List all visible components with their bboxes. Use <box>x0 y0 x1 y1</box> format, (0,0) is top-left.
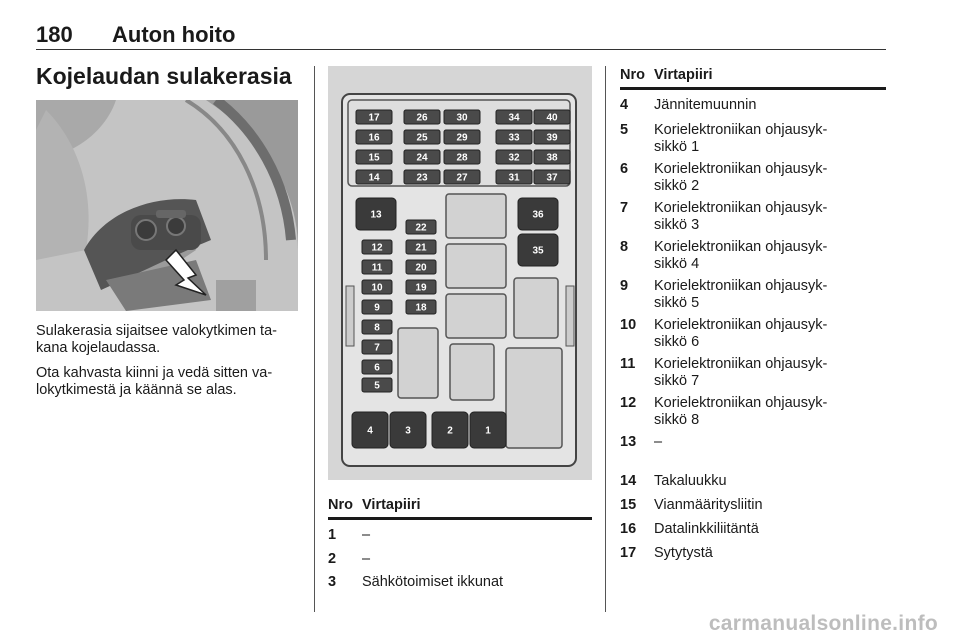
table-header <box>620 67 886 90</box>
circuit-name <box>654 356 827 390</box>
page-number: 180 <box>36 22 73 47</box>
page-header <box>36 22 886 50</box>
fuse-number: 17 <box>620 545 637 561</box>
fuse-label: 26 <box>416 112 428 124</box>
fuse-label: 20 <box>415 262 427 274</box>
fuse-layout-svg <box>328 66 592 480</box>
circuit-name <box>654 278 827 312</box>
column-header-circuit: Virtapiiri <box>654 67 713 83</box>
paragraph-line: Ota kahvasta kiinni ja vedä sitten va- <box>36 365 273 381</box>
circuit-name-line: Datalinkkiliitäntä <box>654 521 759 537</box>
paragraph-location <box>36 323 306 357</box>
fuse-label: 24 <box>416 152 428 164</box>
circuit-name-line: Korielektroniikan ohjausyk- <box>654 161 828 177</box>
relay-slot <box>446 194 506 238</box>
fuse-label: 11 <box>371 262 383 274</box>
fuse-number: 8 <box>620 239 629 255</box>
light-switch-illustration <box>36 100 298 311</box>
fuse-label: 18 <box>415 302 427 314</box>
fuse-number: 13 <box>620 434 637 450</box>
fuse-label: 31 <box>508 172 520 184</box>
fuse-label: 21 <box>415 242 427 254</box>
circuit-name-line: sikkö 5 <box>654 295 700 311</box>
circuit-name-line: sikkö 7 <box>654 373 700 389</box>
circuit-name <box>654 545 713 562</box>
circuit-name-line: Sytytystä <box>654 545 713 561</box>
fuse-box-location-photo <box>36 100 298 311</box>
fuse-label: 36 <box>532 209 544 221</box>
circuit-name <box>654 317 827 351</box>
fuse-label: 9 <box>374 302 380 314</box>
circuit-name-line: Korielektroniikan ohjausyk- <box>654 200 828 216</box>
fuse-label: 12 <box>371 242 383 254</box>
circuit-name <box>654 434 662 451</box>
fuse-label: 34 <box>508 112 520 124</box>
circuit-name-line: Jännitemuunnin <box>654 97 757 113</box>
circuit-name-line: Korielektroniikan ohjausyk- <box>654 239 828 255</box>
fuse-label: 4 <box>367 425 373 437</box>
column-divider-left <box>314 66 315 612</box>
paragraph-line: Sulakerasia sijaitsee valokytkimen ta- <box>36 323 277 339</box>
circuit-name <box>654 395 827 429</box>
circuit-name <box>654 200 827 234</box>
circuit-name-line: sikkö 6 <box>654 334 700 350</box>
fuse-number: 16 <box>620 521 637 537</box>
fuse-number: 14 <box>620 473 637 489</box>
fuse-number: 10 <box>620 317 637 333</box>
fuse-label: 2 <box>447 425 453 437</box>
paragraph-line: lokytkimestä ja käännä se alas. <box>36 382 237 398</box>
fuse-number: 2 <box>328 551 337 567</box>
fuse-number: 11 <box>620 356 636 372</box>
circuit-name: – <box>362 551 371 567</box>
fuse-number: 4 <box>620 97 629 113</box>
fuse-number: 15 <box>620 497 637 513</box>
circuit-name: – <box>362 527 371 543</box>
fuse-label: 39 <box>546 132 558 144</box>
circuit-name-line: sikkö 4 <box>654 256 700 272</box>
paragraph-line: kana kojelaudassa. <box>36 340 161 356</box>
fuse-label: 19 <box>415 282 427 294</box>
fuse-table-middle <box>328 497 592 590</box>
fuse-label: 23 <box>416 172 428 184</box>
column-divider-right <box>605 66 606 612</box>
fuse-label: 40 <box>546 112 558 124</box>
circuit-name-line: Vianmääritysliitin <box>654 497 763 513</box>
circuit-name-line: sikkö 2 <box>654 178 700 194</box>
fuse-label: 17 <box>368 112 380 124</box>
circuit-name-line: Korielektroniikan ohjausyk- <box>654 395 828 411</box>
fuse-number: 12 <box>620 395 637 411</box>
circuit-name <box>654 239 827 273</box>
circuit-name-line: – <box>654 434 663 450</box>
fuse-box-diagram <box>328 66 592 480</box>
fuse-label: 6 <box>374 362 380 374</box>
fuse-number: 9 <box>620 278 629 294</box>
relay-slot <box>398 328 438 398</box>
fuse-label: 27 <box>456 172 468 184</box>
circuit-name <box>654 473 727 490</box>
fuse-label: 1 <box>485 425 491 437</box>
column-header-circuit: Virtapiiri <box>362 497 421 513</box>
circuit-name-line: sikkö 1 <box>654 139 700 155</box>
header-divider <box>36 49 886 50</box>
relay-slot <box>514 278 558 338</box>
column-header-number: Nro <box>620 67 645 83</box>
fuse-number: 7 <box>620 200 629 216</box>
circuit-name <box>654 497 763 514</box>
fuse-label: 3 <box>405 425 411 437</box>
relay-slot <box>446 294 506 338</box>
fuse-number: 5 <box>620 122 629 138</box>
circuit-name <box>654 161 827 195</box>
fuse-label: 14 <box>368 172 380 184</box>
fuse-label: 28 <box>456 152 468 164</box>
fuse-label: 8 <box>374 322 380 334</box>
circuit-name-line: Korielektroniikan ohjausyk- <box>654 317 828 333</box>
fuse-number: 6 <box>620 161 629 177</box>
circuit-name-line: Korielektroniikan ohjausyk- <box>654 122 828 138</box>
fuse-label: 30 <box>456 112 468 124</box>
fuse-label: 13 <box>370 209 382 221</box>
circuit-name: Sähkötoimiset ikkunat <box>362 574 504 590</box>
table-header <box>328 497 592 520</box>
circuit-name <box>654 97 756 114</box>
fuse-label: 32 <box>508 152 520 164</box>
fuse-label: 35 <box>532 245 544 257</box>
circuit-name-line: Takaluukku <box>654 473 727 489</box>
column-header-number: Nro <box>328 497 353 513</box>
circuit-name <box>654 521 759 538</box>
circuit-name-line: sikkö 3 <box>654 217 700 233</box>
fuse-label: 7 <box>374 342 380 354</box>
fuse-label: 16 <box>368 132 380 144</box>
fuse-label: 37 <box>546 172 558 184</box>
circuit-name-line: sikkö 8 <box>654 412 700 428</box>
fuse-number: 3 <box>328 574 337 590</box>
fuse-label: 38 <box>546 152 558 164</box>
fuse-label: 33 <box>508 132 520 144</box>
relay-slot <box>450 344 494 400</box>
watermark: carmanualsonline.info <box>708 612 938 635</box>
fuse-label: 22 <box>415 222 427 234</box>
fuse-label: 29 <box>456 132 468 144</box>
circuit-name-line: Korielektroniikan ohjausyk- <box>654 356 828 372</box>
fuse-label: 10 <box>371 282 383 294</box>
section-title: Kojelaudan sulakerasia <box>36 63 292 89</box>
fuse-number: 1 <box>328 527 337 543</box>
chapter-title: Auton hoito <box>112 22 236 47</box>
fuse-label: 25 <box>416 132 428 144</box>
circuit-name <box>654 122 827 156</box>
fuse-label: 5 <box>374 380 380 392</box>
fuse-label: 15 <box>368 152 380 164</box>
fuse-table-right <box>620 67 886 561</box>
relay-slot <box>446 244 506 288</box>
relay-slot <box>506 348 562 448</box>
circuit-name-line: Korielektroniikan ohjausyk- <box>654 278 828 294</box>
paragraph-instructions <box>36 365 306 399</box>
